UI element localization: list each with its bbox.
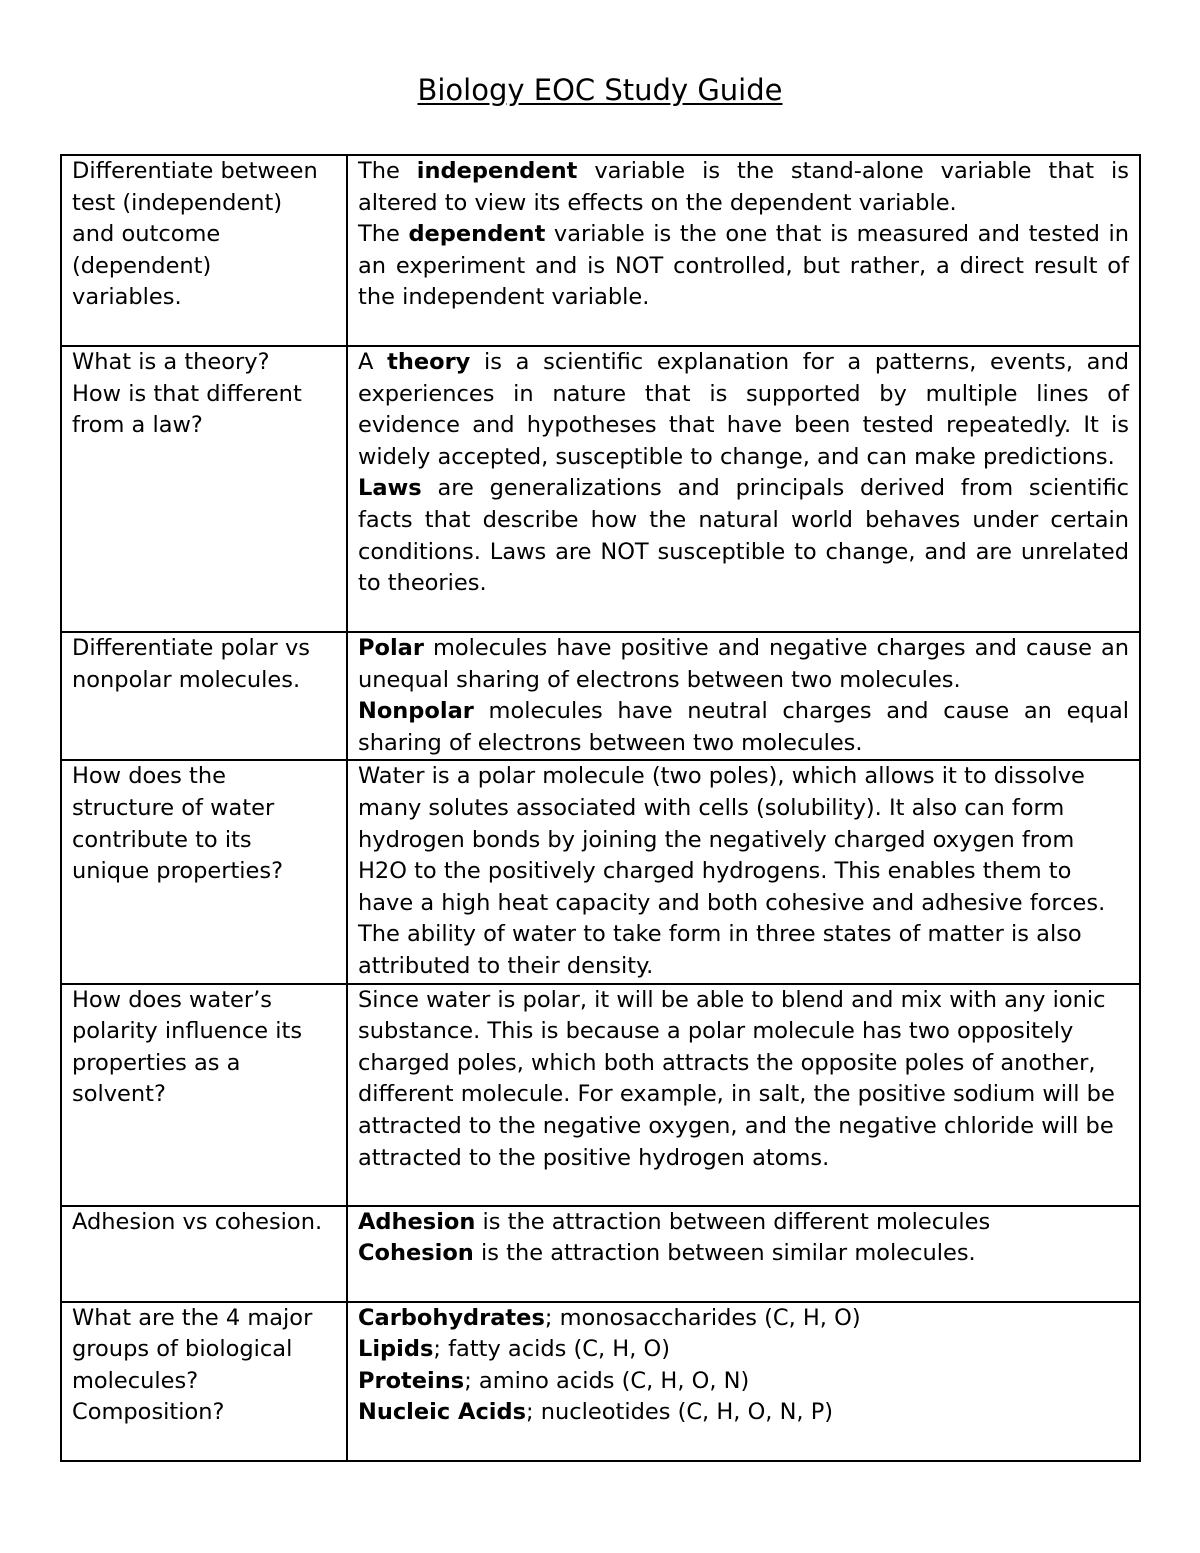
- question-line: solvent?: [72, 1081, 166, 1108]
- answer-term: Cohesion: [358, 1240, 474, 1267]
- question-line: Adhesion vs cohesion.: [72, 1208, 323, 1235]
- table-row: [61, 1302, 1140, 1461]
- question-cell: [61, 984, 347, 1206]
- answer-paragraph: [358, 1303, 1129, 1335]
- answer-cell: [347, 760, 1140, 983]
- question-line: Differentiate polar vs: [72, 635, 310, 661]
- answer-text: variable is the stand-alone variable that is altered to view its effects on the dependent variable.: [358, 158, 1130, 216]
- question-cell: [61, 1302, 347, 1461]
- answer-prefix: The: [358, 158, 417, 184]
- question-line: How does the: [72, 763, 226, 790]
- answer-prefix: The: [358, 221, 409, 248]
- answer-text: is the attraction between similar molecules.: [473, 1240, 976, 1267]
- answer-term: Adhesion: [358, 1208, 476, 1235]
- answer-cell: [347, 346, 1140, 632]
- answer-cell: [347, 632, 1140, 760]
- table-row: [61, 1206, 1140, 1302]
- answer-paragraph: [358, 985, 1129, 1175]
- question-cell: [61, 1206, 347, 1302]
- table-row: [61, 760, 1140, 983]
- answer-paragraph: [358, 473, 1129, 599]
- answer-term: Nucleic Acids: [358, 1399, 527, 1426]
- answer-cell: [347, 1302, 1140, 1461]
- answer-term: Laws: [358, 475, 422, 502]
- answer-text: molecules have neutral charges and cause an equal sharing of electrons between two molecules.: [358, 698, 1129, 756]
- answer-paragraph: [358, 1397, 1129, 1429]
- answer-text: Water is a polar molecule (two poles), which allows it to dissolve many solutes associated with cells (solubility). It also can form hydrogen bonds by joining the negatively charged oxygen from H2O to the positively charged hydrogens. This enables them to have a high heat capacity and both cohesive and adhesive forces. The ability of water to take form in three states of matter is also attributed to their density.: [358, 763, 1106, 979]
- answer-cell: [347, 155, 1140, 346]
- question-line: test (independent): [72, 189, 283, 216]
- answer-term: dependent: [408, 221, 546, 248]
- study-guide-table: [60, 154, 1141, 1462]
- answer-paragraph: [358, 219, 1129, 314]
- answer-term: theory: [387, 349, 471, 375]
- question-line: nonpolar molecules.: [72, 666, 301, 693]
- answer-term: Nonpolar: [358, 698, 474, 725]
- question-cell: [61, 760, 347, 983]
- answer-text: is the attraction between different molecules: [475, 1208, 991, 1235]
- answer-text: ; nucleotides (C, H, O, N, P): [526, 1399, 834, 1426]
- table-row: [61, 346, 1140, 632]
- question-line: molecules?: [72, 1367, 199, 1394]
- question-line: What are the 4 major: [72, 1304, 313, 1331]
- question-line: properties as a: [72, 1049, 241, 1076]
- answer-paragraph: [358, 1238, 1129, 1270]
- question-line: unique properties?: [72, 858, 284, 885]
- question-line: Differentiate between: [72, 158, 318, 184]
- question-line: from a law?: [72, 412, 203, 439]
- question-line: variables.: [72, 284, 182, 311]
- table-row: [61, 632, 1140, 760]
- answer-cell: [347, 984, 1140, 1206]
- question-line: How is that different: [72, 380, 302, 407]
- answer-text: Since water is polar, it will be able to blend and mix with any ionic substance. This is because a polar molecule has two oppositely charged poles, which both attracts the opposite poles of another, different molecule. For example, in salt, the positive sodium will be attracted to the negative oxygen, and the negative chloride will be attracted to the positive hydrogen atoms.: [358, 986, 1115, 1171]
- page-title: Biology EOC Study Guide: [417, 73, 783, 107]
- answer-paragraph: [358, 761, 1129, 982]
- answer-text: ; monosaccharides (C, H, O): [544, 1304, 861, 1331]
- answer-term: independent: [416, 158, 578, 184]
- question-line: and outcome: [72, 221, 221, 248]
- answer-term: Polar: [358, 635, 424, 661]
- answer-term: Carbohydrates: [358, 1304, 545, 1331]
- answer-text: molecules have positive and negative charges and cause an unequal sharing of electrons between two molecules.: [358, 635, 1129, 693]
- question-cell: [61, 346, 347, 632]
- question-line: What is a theory?: [72, 349, 270, 375]
- answer-paragraph: [358, 347, 1129, 473]
- table-row: [61, 155, 1140, 346]
- question-line: Composition?: [72, 1399, 225, 1426]
- question-line: (dependent): [72, 252, 212, 279]
- answer-text: ; amino acids (C, H, O, N): [464, 1367, 750, 1394]
- question-line: structure of water: [72, 794, 275, 821]
- question-line: polarity influence its: [72, 1018, 303, 1045]
- answer-paragraph: [358, 1334, 1129, 1366]
- answer-prefix: A: [358, 349, 388, 375]
- question-cell: [61, 632, 347, 760]
- answer-paragraph: [358, 1366, 1129, 1398]
- question-line: contribute to its: [72, 826, 252, 853]
- answer-paragraph: [358, 1207, 1129, 1239]
- answer-text: variable is the one that is measured and tested in an experiment and is NOT controlled, but rather, a direct result of the independent variable.: [358, 221, 1130, 311]
- question-cell: [61, 155, 347, 346]
- answer-term: Proteins: [358, 1367, 465, 1394]
- answer-paragraph: [358, 696, 1129, 759]
- answer-text: is a scientific explanation for a patterns, events, and experiences in nature that is supported by multiple lines of evidence and hypotheses that have been tested repeatedly. It is widely accepted, susceptible to change, and can make predictions.: [358, 349, 1129, 470]
- question-line: How does water’s: [72, 986, 272, 1013]
- answer-term: Lipids: [358, 1336, 434, 1363]
- answer-cell: [347, 1206, 1140, 1302]
- question-line: groups of biological: [72, 1336, 293, 1363]
- answer-text: are generalizations and principals derived from scientific facts that describe how the natural world behaves under certain conditions. Laws are NOT susceptible to change, and are unrelated to theories.: [358, 475, 1129, 597]
- answer-paragraph: [358, 156, 1129, 219]
- answer-paragraph: [358, 633, 1129, 696]
- answer-text: ; fatty acids (C, H, O): [433, 1336, 670, 1363]
- table-row: [61, 984, 1140, 1206]
